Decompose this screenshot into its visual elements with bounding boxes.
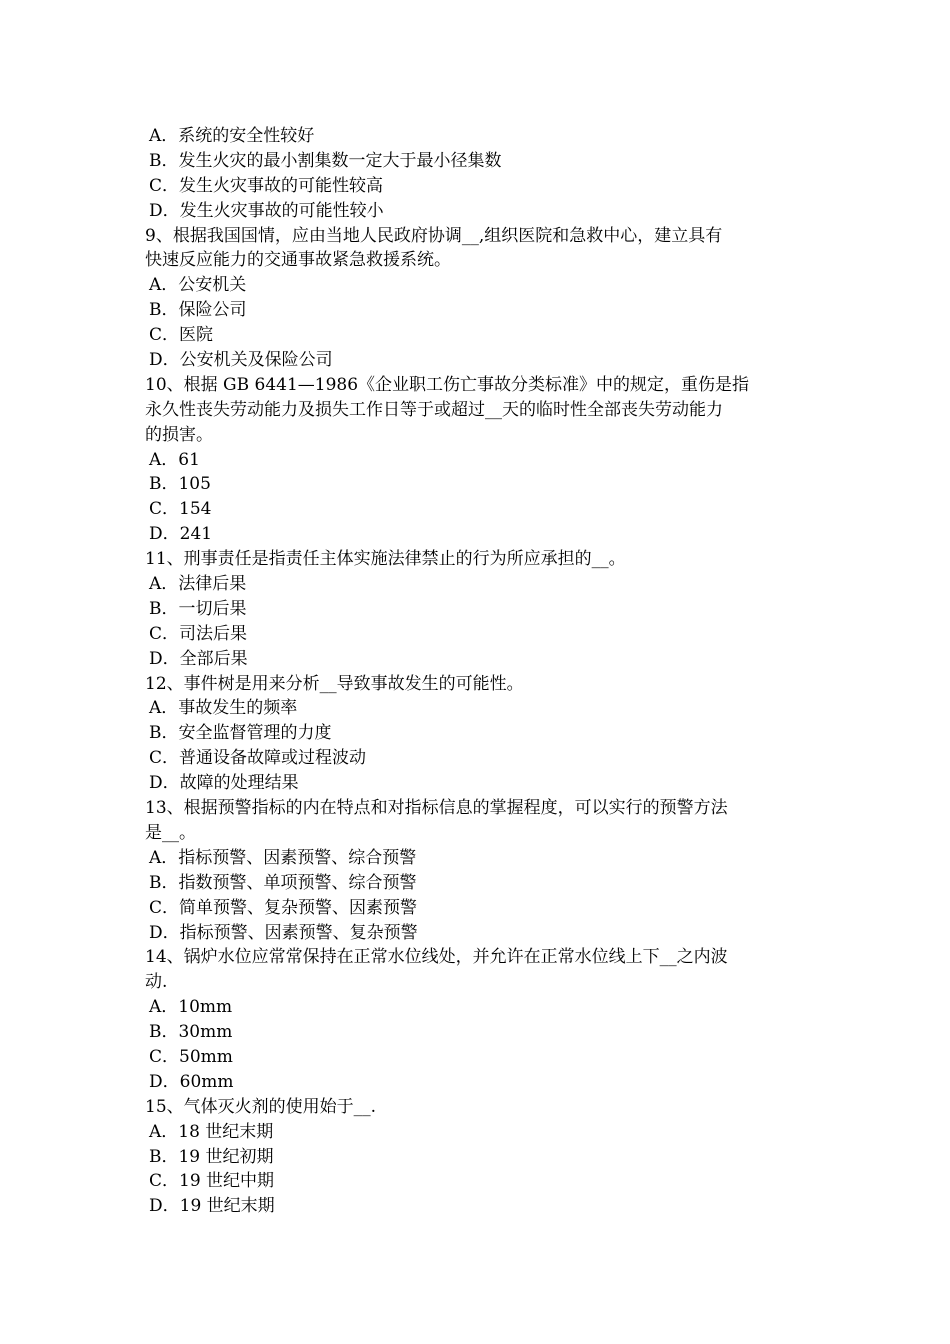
option-b: B．发生火灾的最小割集数一定大于最小径集数: [149, 150, 502, 171]
question-10: [145, 373, 809, 547]
option-b: B．安全监督管理的力度: [149, 723, 332, 744]
question-12-text-line-1: 12、事件树是用来分析__导致事故发生的可能性。: [145, 673, 524, 694]
option-c: C．医院: [149, 325, 214, 346]
option-b: B．指数预警、单项预警、综合预警: [149, 872, 417, 893]
option-a: A．10mm: [149, 997, 233, 1018]
option-a: A．公安机关: [149, 275, 247, 296]
question-11: [145, 547, 809, 671]
question-11-text-line-1: 11、刑事责任是指责任主体实施法律禁止的行为所应承担的__。: [145, 549, 626, 570]
option-d: D．公安机关及保险公司: [149, 350, 333, 371]
option-b: B．30mm: [149, 1022, 233, 1043]
option-c: C．普通设备故障或过程波动: [149, 748, 367, 769]
option-c: C．19 世纪中期: [149, 1171, 275, 1192]
option-c: C．发生火灾事故的可能性较高: [149, 175, 384, 196]
option-a: A．法律后果: [149, 574, 247, 595]
question-14: [145, 945, 809, 1094]
previous-question-options: [145, 124, 809, 224]
option-b: B．保险公司: [149, 300, 247, 321]
question-13-text-line-1: 13、根据预警指标的内在特点和对指标信息的掌握程度，可以实行的预警方法: [145, 798, 728, 819]
option-b: B．105: [149, 474, 211, 495]
option-a: A．18 世纪末期: [149, 1121, 274, 1142]
document-page: [145, 124, 809, 1219]
option-c: C．50mm: [149, 1046, 233, 1067]
option-d: D．241: [149, 524, 213, 545]
question-14-text-line-1: 14、锅炉水位应常常保持在正常水位线处，并允许在正常水位线上下__之内波: [145, 947, 728, 968]
option-c: C．司法后果: [149, 623, 248, 644]
option-c: C．154: [149, 499, 212, 520]
option-d: D．60mm: [149, 1071, 234, 1092]
question-9-text-line-2: 快速反应能力的交通事故紧急救援系统。: [145, 250, 451, 271]
option-b: B．一切后果: [149, 598, 247, 619]
question-10-text-line-3: 的损害。: [145, 424, 213, 445]
option-d: D．发生火灾事故的可能性较小: [149, 200, 384, 221]
question-9: [145, 224, 809, 373]
option-c: C．简单预警、复杂预警、因素预警: [149, 897, 418, 918]
option-d: D．全部后果: [149, 648, 248, 669]
option-d: D．19 世纪末期: [149, 1196, 275, 1217]
option-d: D．故障的处理结果: [149, 773, 299, 794]
option-a: A．事故发生的频率: [149, 698, 298, 719]
question-13: [145, 796, 809, 945]
option-d: D．指标预警、因素预警、复杂预警: [149, 922, 418, 943]
question-10-text-line-1: 10、根据 GB 6441—1986《企业职工伤亡事故分类标准》中的规定，重伤是指: [145, 374, 750, 395]
question-12: [145, 672, 809, 796]
option-a: A．指标预警、因素预警、综合预警: [149, 847, 417, 868]
option-b: B．19 世纪初期: [149, 1146, 274, 1167]
question-9-text-line-1: 9、根据我国国情，应由当地人民政府协调__,组织医院和急救中心，建立具有: [145, 225, 723, 246]
question-15: [145, 1095, 809, 1219]
question-13-text-line-2: 是__。: [145, 822, 196, 843]
option-a: A．61: [149, 449, 200, 470]
option-a: A．系统的安全性较好: [149, 126, 315, 146]
question-15-text-line-1: 15、气体灭火剂的使用始于__.: [145, 1096, 377, 1117]
question-14-text-line-2: 动.: [145, 972, 168, 993]
question-10-text-line-2: 永久性丧失劳动能力及损失工作日等于或超过__天的临时性全部丧失劳动能力: [145, 399, 723, 420]
